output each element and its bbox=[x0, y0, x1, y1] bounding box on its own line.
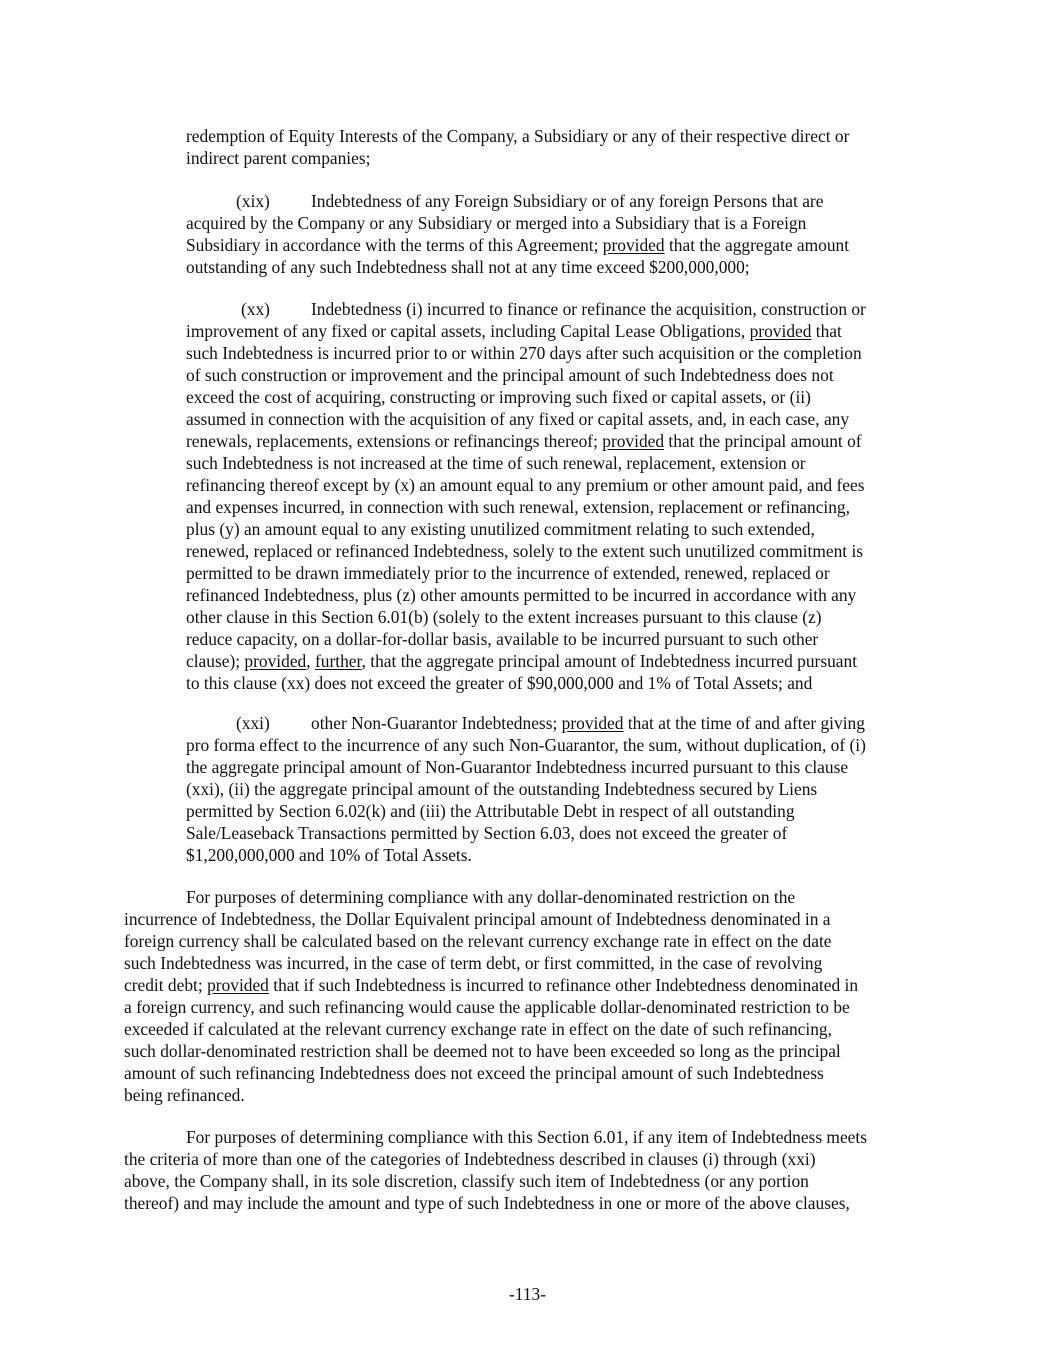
underlined-term: provided bbox=[561, 713, 624, 733]
text-line bbox=[186, 320, 842, 342]
text-segment: thereof) and may include the amount and type of such Indebtedness in one or more of the above clauses, bbox=[124, 1193, 850, 1213]
text-segment: pro forma effect to the incurrence of any such Non-Guarantor, the sum, without duplication, of (i) bbox=[186, 735, 866, 755]
text-line bbox=[186, 430, 862, 452]
text-segment: such Indebtedness was incurred, in the case of term debt, or first committed, in the case of revolving bbox=[124, 953, 823, 973]
text-segment: reduce capacity, on a dollar-for-dollar basis, available to be incurred pursuant to such other bbox=[186, 629, 819, 649]
text-segment: indirect parent companies; bbox=[186, 148, 371, 168]
text-line bbox=[124, 952, 822, 974]
text-segment: $1,200,000,000 and 10% of Total Assets. bbox=[186, 845, 472, 865]
text-segment: outstanding of any such Indebtedness shall not at any time exceed $200,000,000; bbox=[186, 257, 750, 277]
text-segment: , bbox=[306, 651, 315, 671]
text-segment: above, the Company shall, in its sole discretion, classify such item of Indebtedness (or any portion bbox=[124, 1171, 809, 1191]
text-line bbox=[186, 822, 787, 844]
text-line bbox=[186, 518, 815, 540]
text-segment: clause); bbox=[186, 651, 245, 671]
text-segment: Sale/Leaseback Transactions permitted by Section 6.03, does not exceed the greater of bbox=[186, 823, 788, 843]
text-segment: permitted by Section 6.02(k) and (iii) the Attributable Debt in respect of all outstanding bbox=[186, 801, 795, 821]
underlined-term: provided bbox=[602, 431, 665, 451]
text-segment: For purposes of determining compliance with any dollar-denominated restriction on the bbox=[186, 887, 796, 907]
text-line bbox=[186, 886, 795, 908]
text-line bbox=[186, 628, 818, 650]
text-segment: that the aggregate amount bbox=[664, 235, 850, 255]
text-line bbox=[186, 234, 849, 256]
text-segment: For purposes of determining compliance with this Section 6.01, if any item of Indebtedness meets bbox=[186, 1127, 867, 1147]
text-line bbox=[241, 298, 270, 320]
text-line bbox=[311, 712, 865, 734]
text-segment: assumed in connection with the acquisition of any fixed or capital assets, and, in each case, any bbox=[186, 409, 850, 429]
text-segment: that the principal amount of bbox=[664, 431, 862, 451]
text-line bbox=[186, 844, 472, 866]
text-segment: the aggregate principal amount of Non-Guarantor Indebtedness incurred pursuant to this clause bbox=[186, 757, 849, 777]
text-line bbox=[236, 712, 270, 734]
text-segment: improvement of any fixed or capital assets, including Capital Lease Obligations, bbox=[186, 321, 750, 341]
text-line bbox=[124, 1040, 841, 1062]
text-line bbox=[186, 800, 795, 822]
text-segment: exceed the cost of acquiring, constructing or improving such fixed or capital assets, or (ii) bbox=[186, 387, 811, 407]
text-segment: Indebtedness (i) incurred to finance or refinance the acquisition, construction or bbox=[311, 299, 866, 319]
text-segment: amount of such refinancing Indebtedness does not exceed the principal amount of such Indebtedness bbox=[124, 1063, 824, 1083]
text-line bbox=[311, 190, 823, 212]
text-line bbox=[186, 540, 863, 562]
text-line bbox=[311, 298, 866, 320]
text-line bbox=[186, 562, 830, 584]
underlined-term: further bbox=[314, 651, 362, 671]
text-segment: that bbox=[811, 321, 842, 341]
text-line bbox=[124, 930, 832, 952]
text-segment: other clause in this Section 6.01(b) (solely to the extent increases pursuant to this clause (z) bbox=[186, 607, 822, 627]
text-segment: , that the aggregate principal amount of Indebtedness incurred pursuant bbox=[361, 651, 858, 671]
text-segment: acquired by the Company or any Subsidiary or merged into a Subsidiary that is a Foreign bbox=[186, 213, 807, 233]
text-segment: (xxi) bbox=[236, 713, 270, 733]
text-line bbox=[186, 756, 848, 778]
text-segment: plus (y) an amount equal to any existing unutilized commitment relating to such extended, bbox=[186, 519, 815, 539]
text-segment: other Non-Guarantor Indebtedness; bbox=[311, 713, 562, 733]
underlined-term: provided bbox=[602, 235, 665, 255]
text-line bbox=[124, 996, 850, 1018]
text-line bbox=[124, 1062, 824, 1084]
text-segment: refinanced Indebtedness, plus (z) other amounts permitted to be incurred in accordance with any bbox=[186, 585, 857, 605]
text-segment: (xx) bbox=[241, 299, 270, 319]
text-line bbox=[236, 190, 270, 212]
text-line bbox=[186, 452, 806, 474]
text-line bbox=[186, 650, 857, 672]
text-line bbox=[186, 496, 850, 518]
text-line bbox=[186, 364, 834, 386]
text-segment: that at the time of and after giving bbox=[623, 713, 865, 733]
text-segment: redemption of Equity Interests of the Company, a Subsidiary or any of their respective direct or bbox=[186, 126, 850, 146]
text-line bbox=[186, 474, 864, 496]
text-line bbox=[186, 584, 856, 606]
text-segment: and expenses incurred, in connection with such renewal, extension, replacement or refinancing, bbox=[186, 497, 850, 517]
text-line bbox=[186, 386, 811, 408]
text-segment: to this clause (xx) does not exceed the greater of $90,000,000 and 1% of Total Assets; and bbox=[186, 673, 813, 693]
underlined-term: provided bbox=[244, 651, 307, 671]
text-line bbox=[186, 606, 822, 628]
text-segment: such Indebtedness is not increased at the time of such renewal, replacement, extension or bbox=[186, 453, 806, 473]
text-segment: renewals, replacements, extensions or refinancings thereof; bbox=[186, 431, 603, 451]
text-segment: of such construction or improvement and the principal amount of such Indebtedness does not bbox=[186, 365, 834, 385]
text-line bbox=[124, 1084, 245, 1106]
text-segment: foreign currency shall be calculated based on the relevant currency exchange rate in effect on the date bbox=[124, 931, 832, 951]
text-line bbox=[186, 778, 817, 800]
text-line bbox=[186, 147, 370, 169]
text-line bbox=[186, 212, 806, 234]
text-segment: the criteria of more than one of the categories of Indebtedness described in clauses (i) through (xxi) bbox=[124, 1149, 816, 1169]
text-line bbox=[186, 734, 866, 756]
underlined-term: provided bbox=[207, 975, 269, 995]
text-line bbox=[186, 1126, 867, 1148]
text-segment: (xxi), (ii) the aggregate principal amount of the outstanding Indebtedness secured by Liens bbox=[186, 779, 818, 799]
underlined-term: provided bbox=[749, 321, 812, 341]
text-line bbox=[124, 908, 831, 930]
text-line bbox=[186, 256, 750, 278]
page-number: -113- bbox=[508, 1284, 547, 1304]
text-line bbox=[186, 408, 849, 430]
text-line bbox=[186, 125, 849, 147]
text-line bbox=[124, 1018, 832, 1040]
text-segment: that if such Indebtedness is incurred to refinance other Indebtedness denominated in bbox=[268, 975, 859, 995]
text-line bbox=[124, 1170, 809, 1192]
text-segment: incurrence of Indebtedness, the Dollar Equivalent principal amount of Indebtedness denominated in a bbox=[124, 909, 831, 929]
text-segment: (xix) bbox=[236, 191, 270, 211]
text-segment: permitted to be drawn immediately prior to the incurrence of extended, renewed, replaced or bbox=[186, 563, 830, 583]
text-line bbox=[124, 1192, 850, 1214]
text-segment: Indebtedness of any Foreign Subsidiary or of any foreign Persons that are bbox=[311, 191, 824, 211]
text-line bbox=[186, 672, 812, 694]
text-line bbox=[124, 1148, 816, 1170]
text-line bbox=[186, 342, 862, 364]
text-segment: a foreign currency, and such refinancing would cause the applicable dollar-denominated restriction to be bbox=[124, 997, 850, 1017]
text-line bbox=[124, 974, 858, 996]
text-segment: such dollar-denominated restriction shall be deemed not to have been exceeded so long as the principal bbox=[124, 1041, 841, 1061]
text-segment: exceeded if calculated at the relevant currency exchange rate in effect on the date of such refinancing, bbox=[124, 1019, 832, 1039]
text-segment: renewed, replaced or refinanced Indebtedness, solely to the extent such unutilized commitment is bbox=[186, 541, 864, 561]
text-segment: credit debt; bbox=[124, 975, 208, 995]
text-segment: such Indebtedness is incurred prior to or within 270 days after such acquisition or the completion bbox=[186, 343, 862, 363]
text-segment: being refinanced. bbox=[124, 1085, 245, 1105]
text-segment: Subsidiary in accordance with the terms of this Agreement; bbox=[186, 235, 603, 255]
text-segment: refinancing thereof except by (x) an amount equal to any premium or other amount paid, and fees bbox=[186, 475, 865, 495]
